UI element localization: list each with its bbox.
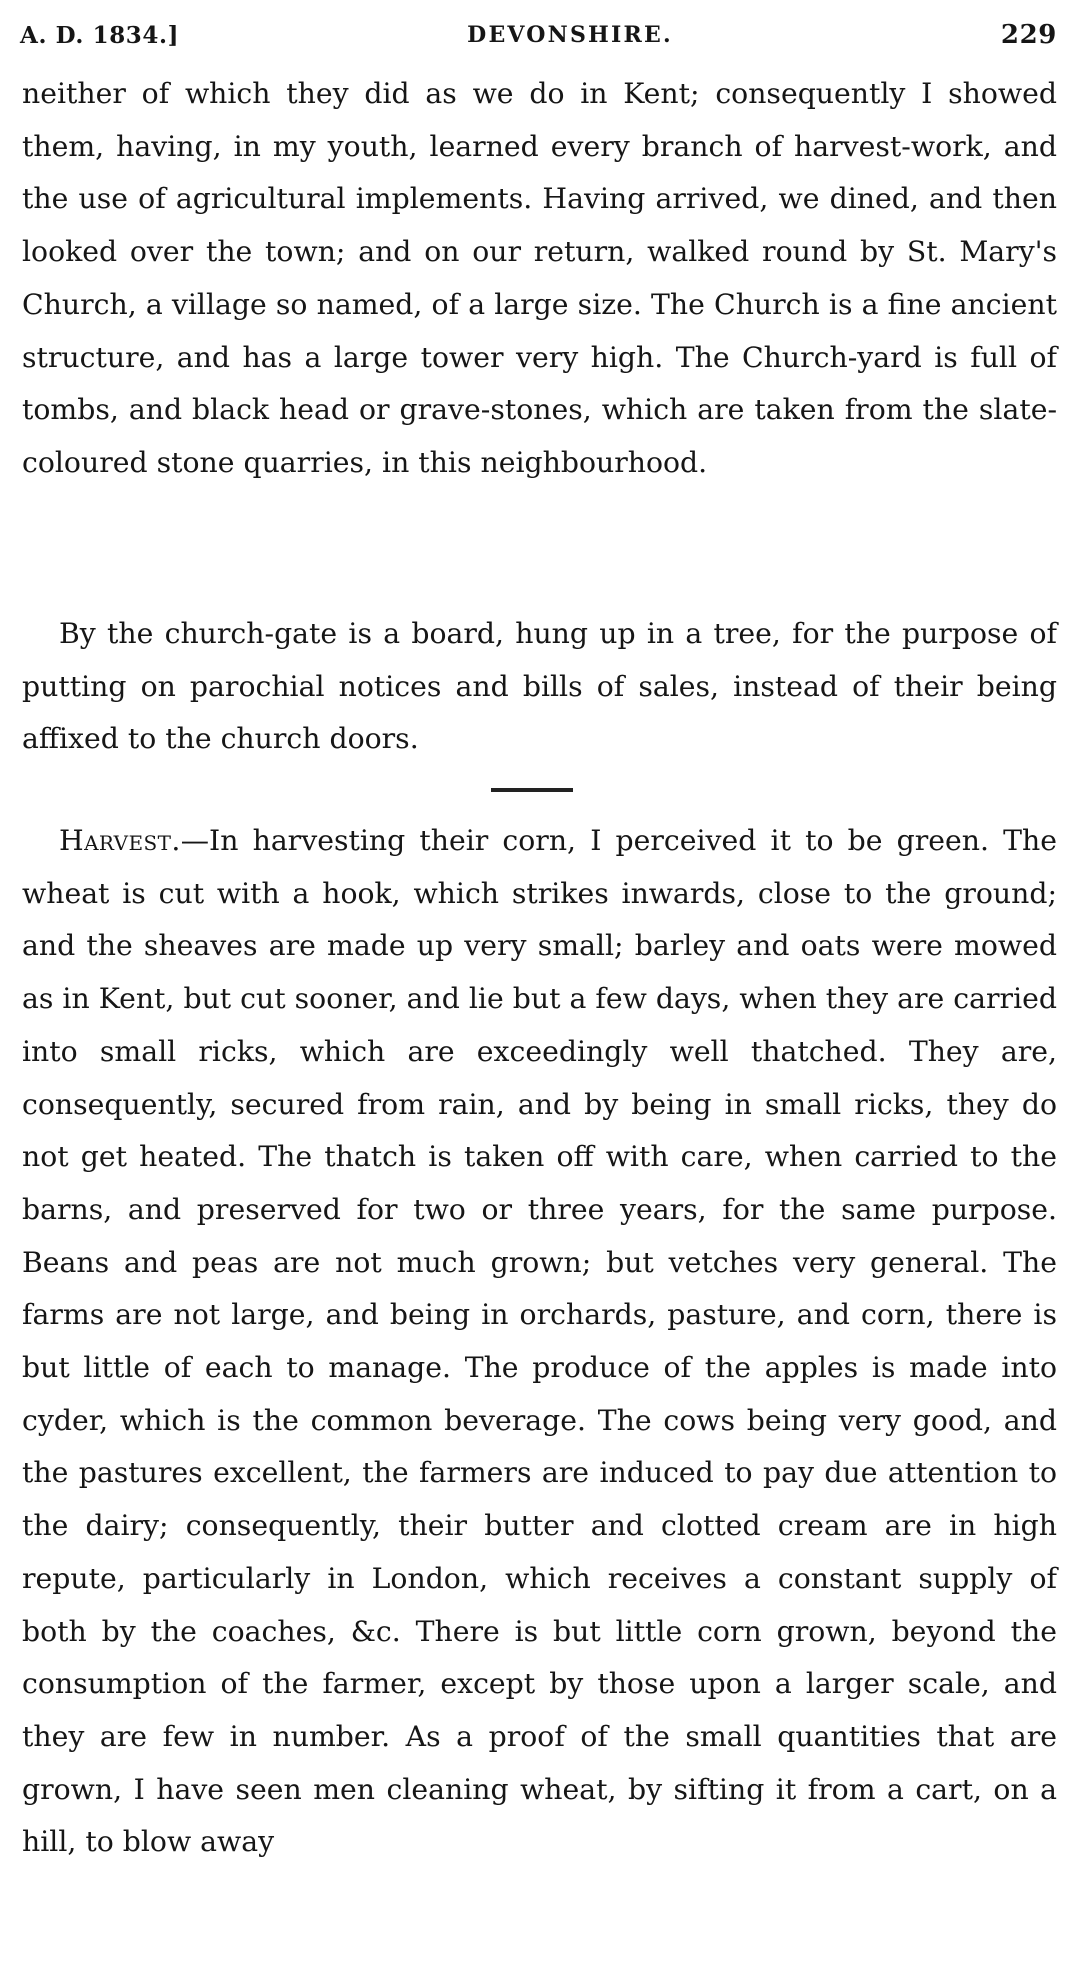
section-heading-harvest: Harvest. (59, 824, 181, 857)
body-paragraph-harvest (22, 815, 1057, 1869)
running-header (20, 18, 1057, 52)
page-number: 229 (1000, 20, 1057, 50)
body-paragraph-church-gate: By the church-gate is a board, hung up in a tree, for the purpose of putting on parochial notices and bills of sales, instead of their being affixed to the church doors. (22, 617, 1057, 756)
body-paragraph-continuation: neither of which they did as we do in Kent; consequently I showed them, having, in my youth, learned every branch of harvest-work, and the use of agricultural implements. Having arrived, we dined, and then looked over the town; and on our return, walked round by St. Mary's Church, a village so named, of a large size. The Church is a fine ancient structure, and has a large tower very high. The Church-yard is full of tombs, and black head or grave-stones, which are taken from the slate-coloured stone quarries, in this neighbourhood. (22, 77, 1057, 479)
harvest-text: —In harvesting their corn, I perceived it to be green. The wheat is cut with a hook, which strikes inwards, close to the ground; and the sheaves are made up very small; barley and oats were mowed as in Kent, but cut sooner, and lie but a few days, when they are carried into small ricks, which are exceedingly well thatched. They are, consequently, secured from rain, and by being in small ricks, they do not get heated. The thatch is taken off with care, when carried to the barns, and preserved for two or three years, for the same purpose. Beans and peas are not much grown; but vetches very general. The farms are not large, and being in orchards, pasture, and corn, there is but little of each to manage. The produce of the apples is made into cyder, which is the common beverage. The cows being very good, and the pastures excellent, the farmers are induced to pay due attention to the dairy; consequently, their butter and clotted cream are in high repute, particularly in London, which receives a constant supply of both by the coaches, &c. There is but little corn grown, beyond the consumption of the farmer, except by those upon a larger scale, and they are few in number. As a proof of the small quantities that are grown, I have seen men cleaning wheat, by sifting it from a cart, on a hill, to blow away (22, 824, 1057, 1859)
running-head-title: DEVONSHIRE. (467, 22, 673, 48)
section-divider (491, 788, 573, 792)
running-head-date: A. D. 1834.] (20, 21, 180, 49)
